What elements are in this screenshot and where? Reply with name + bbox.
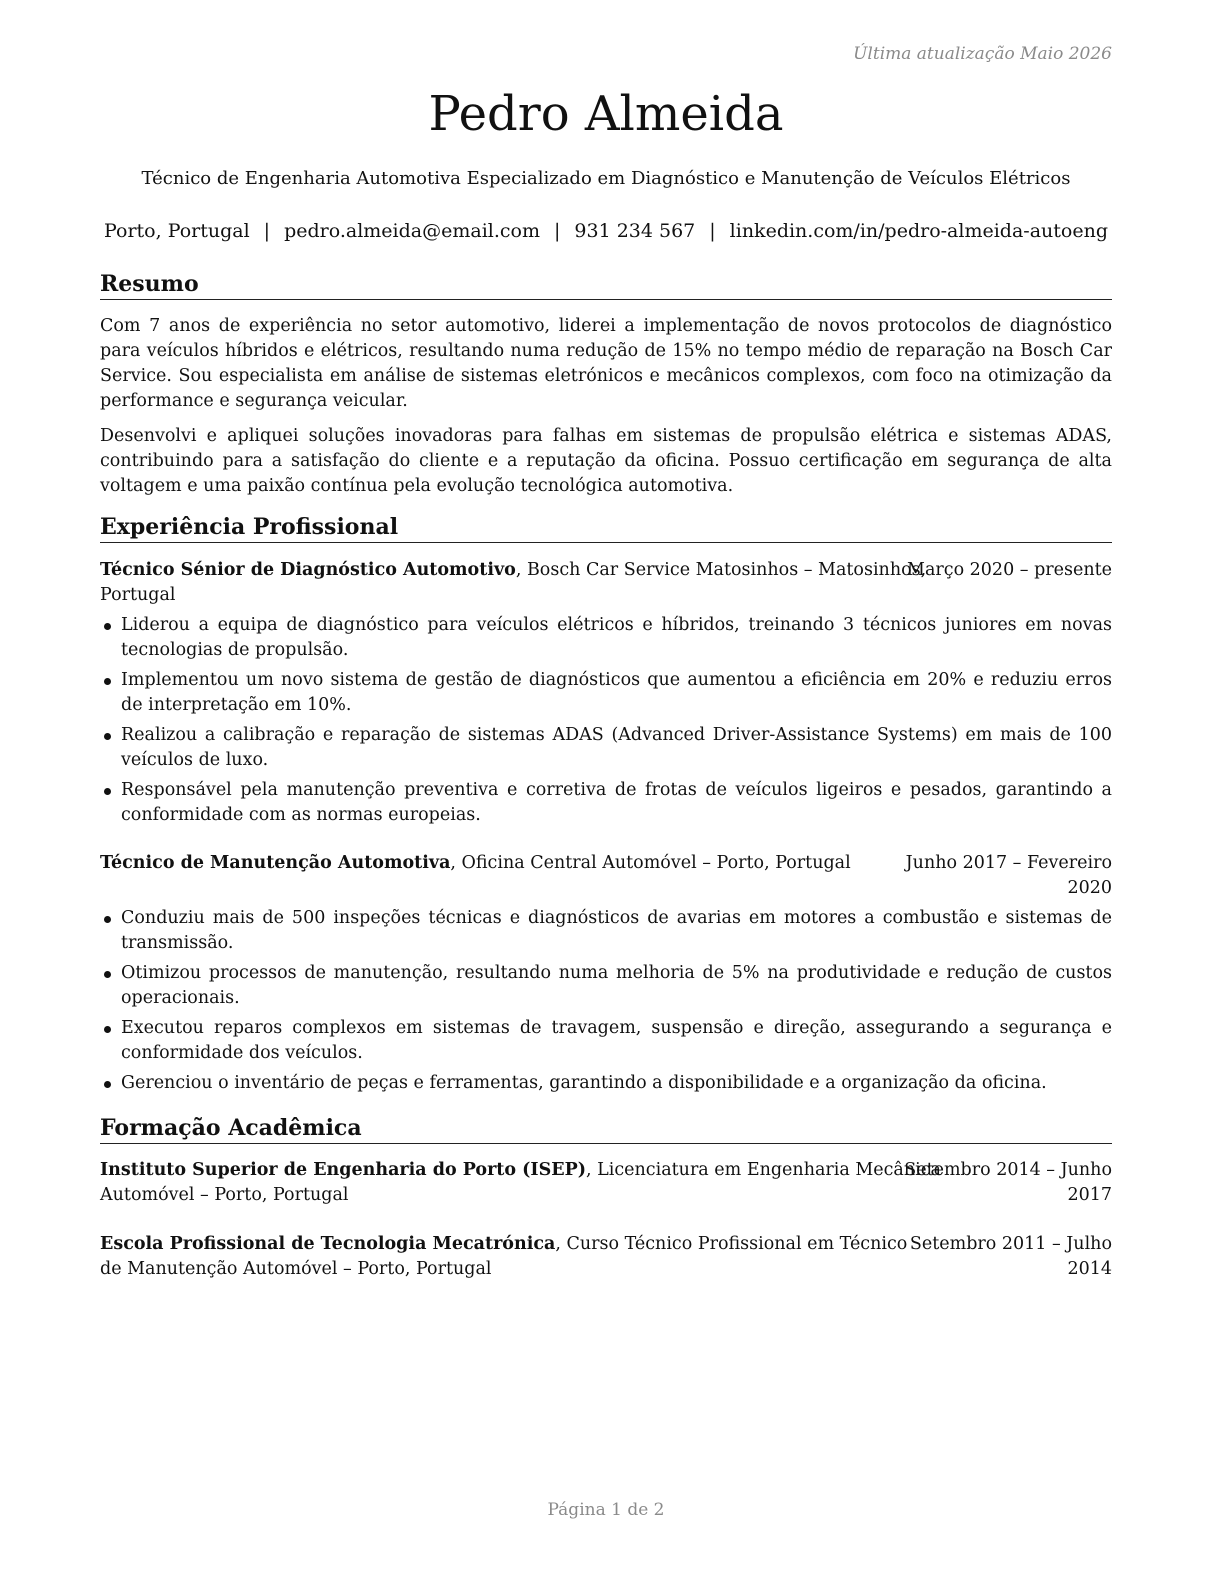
contact-email[interactable]: pedro.almeida@email.com xyxy=(284,220,540,242)
job-dates-text: 2020 xyxy=(1067,878,1112,898)
bullet-icon xyxy=(104,1026,111,1033)
page-number: Página 1 de 2 xyxy=(547,1500,665,1520)
bullet-icon xyxy=(104,788,111,795)
bullet-text: Liderou a equipa de diagnóstico para veículos elétricos e híbridos, treinando 3 técnicos juniores em novas tecnologias de propulsão. xyxy=(121,615,1112,660)
list-item xyxy=(100,723,1112,773)
summary-paragraph: Desenvolvi e apliquei soluções inovadoras para falhas em sistemas de propulsão elétrica e sistemas ADAS, contribuindo para a satisfação do cliente e a reputação da oficina. Possuo certificação em segurança de alta voltagem e uma paixão contínua pela evolução tecnológica automotiva. xyxy=(100,426,1112,496)
contact-phone[interactable]: 931 234 567 xyxy=(574,220,696,242)
headline: Técnico de Engenharia Automotiva Especializado em Diagnóstico e Manutenção de Veículos Elétricos xyxy=(141,168,1071,189)
list-item xyxy=(100,1071,1112,1096)
job-header xyxy=(100,851,1112,901)
job-dates xyxy=(906,851,1112,901)
bullet-icon xyxy=(104,623,111,630)
job-company: , Oficina Central Automóvel – Porto, Portugal xyxy=(450,853,851,873)
education-entry xyxy=(100,1158,1112,1208)
education-dates-text: 2017 xyxy=(1067,1185,1112,1205)
education-dates-text: 2014 xyxy=(1067,1259,1112,1279)
job-bullets xyxy=(100,613,1112,833)
candidate-name: Pedro Almeida xyxy=(428,86,784,142)
education-entry xyxy=(100,1232,1112,1282)
list-item xyxy=(100,668,1112,718)
job-title-line xyxy=(100,851,851,876)
bullet-icon xyxy=(104,1081,111,1088)
contact-separator: | xyxy=(709,220,716,242)
education-title-line xyxy=(100,1232,907,1282)
job-dates-text: Junho 2017 – Fevereiro xyxy=(905,853,1112,873)
bullet-text: Realizou a calibração e reparação de sistemas ADAS (Advanced Driver-Assistance Systems) em mais de 100 veículos de luxo. xyxy=(121,725,1112,770)
education-title-line xyxy=(100,1158,941,1208)
job-dates-text: Março 2020 – presente xyxy=(907,560,1112,580)
bullet-text: Otimizou processos de manutenção, resultando numa melhoria de 5% na produtividade e redução de custos operacionais. xyxy=(121,963,1112,1008)
section-title-experience: Experiência Profissional xyxy=(100,514,1112,543)
job-company-cont: Portugal xyxy=(100,585,176,605)
bullet-text: Implementou um novo sistema de gestão de diagnósticos que aumentou a eficiência em 20% e reduziu erros de interpretação em 10%. xyxy=(121,670,1112,715)
list-item xyxy=(100,778,1112,828)
education-dates xyxy=(904,1158,1112,1208)
contact-line xyxy=(100,220,1112,242)
contact-separator: | xyxy=(553,220,561,242)
education-school: Instituto Superior de Engenharia do Porto (ISEP) xyxy=(100,1160,587,1180)
contact-location: Porto, Portugal xyxy=(104,220,250,242)
job-role: Técnico de Manutenção Automotiva xyxy=(100,853,451,873)
bullet-icon xyxy=(104,733,111,740)
last-updated: Última atualização Maio 2026 xyxy=(853,44,1112,64)
education-course: , Curso Técnico Profissional em Técnico xyxy=(555,1234,908,1254)
bullet-icon xyxy=(104,971,111,978)
education-course-cont: de Manutenção Automóvel – Porto, Portugal xyxy=(100,1259,492,1279)
job-bullets xyxy=(100,906,1112,1101)
list-item xyxy=(100,1016,1112,1066)
job-header xyxy=(100,558,1112,608)
job-company: , Bosch Car Service Matosinhos – Matosinhos, xyxy=(515,560,927,580)
bullet-icon xyxy=(104,916,111,923)
list-item xyxy=(100,613,1112,663)
education-course-cont: Automóvel – Porto, Portugal xyxy=(100,1185,349,1205)
bullet-text: Gerenciou o inventário de peças e ferramentas, garantindo a disponibilidade e a organização da oficina. xyxy=(121,1073,1047,1093)
education-dates-text: Setembro 2011 – Julho xyxy=(909,1234,1112,1254)
education-course: , Licenciatura em Engenharia Mecânica xyxy=(586,1160,941,1180)
education-dates-text: Setembro 2014 – Junho xyxy=(904,1160,1112,1180)
bullet-text: Executou reparos complexos em sistemas de travagem, suspensão e direção, assegurando a segurança e conformidade dos veículos. xyxy=(121,1018,1112,1063)
job-title-line xyxy=(100,558,926,608)
contact-linkedin[interactable]: linkedin.com/in/pedro-almeida-autoeng xyxy=(729,220,1108,242)
bullet-text: Responsável pela manutenção preventiva e corretiva de frotas de veículos ligeiros e pesados, garantindo a conformidade com as normas europeias. xyxy=(121,780,1112,825)
job-role: Técnico Sénior de Diagnóstico Automotivo xyxy=(100,560,516,580)
education-school: Escola Profissional de Tecnologia Mecatrónica xyxy=(100,1234,556,1254)
contact-separator: | xyxy=(263,220,271,242)
bullet-text: Conduziu mais de 500 inspeções técnicas e diagnósticos de avarias em motores a combustão e sistemas de transmissão. xyxy=(121,908,1112,953)
job-dates xyxy=(907,558,1112,583)
bullet-icon xyxy=(104,678,111,685)
education-dates xyxy=(910,1232,1112,1282)
section-title-education: Formação Acadêmica xyxy=(100,1115,1112,1144)
summary-paragraph: Com 7 anos de experiência no setor automotivo, liderei a implementação de novos protocolos de diagnóstico para veículos híbridos e elétricos, resultando numa redução de 15% no tempo médio de reparação na Bosch Car Service. Sou especialista em análise de sistemas eletrónicos e mecânicos complexos, com foco na otimização da performance e segurança veicular. xyxy=(100,316,1112,411)
resume-page xyxy=(100,0,1112,1584)
section-title-summary: Resumo xyxy=(100,271,1112,300)
list-item xyxy=(100,961,1112,1011)
list-item xyxy=(100,906,1112,956)
